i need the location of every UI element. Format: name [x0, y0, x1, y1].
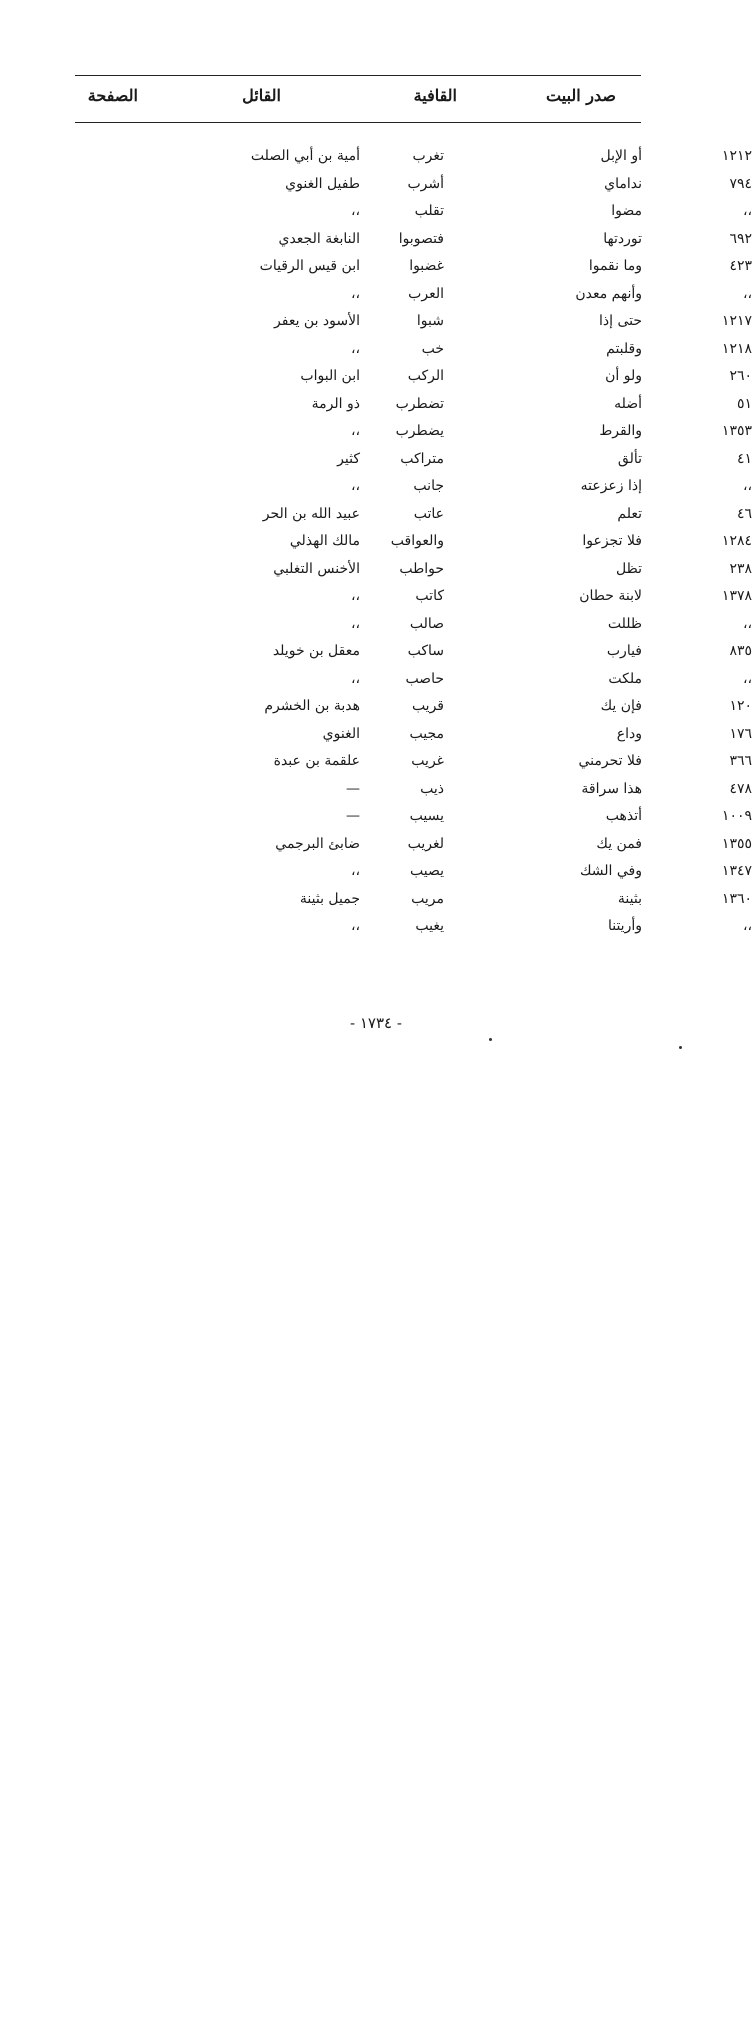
page-cell: ٣٦٦: [729, 753, 752, 769]
verse-cell: وأنهم معدن: [575, 285, 642, 302]
rhyme-cell: صالب: [409, 615, 444, 632]
page-cell: ١٢١٢: [721, 148, 752, 164]
verse-cell: أتذهب: [605, 808, 642, 824]
verse-cell: وما نقموا: [588, 258, 642, 274]
verse-cell: وقلبتم: [606, 340, 642, 357]
table-row: [0, 366, 752, 394]
page-cell: ،،: [742, 670, 752, 687]
page-cell: ،،: [742, 478, 752, 494]
verse-cell: وفي الشك: [579, 863, 642, 879]
table-row: [0, 806, 752, 834]
table-row: [0, 229, 752, 257]
rhyme-cell: مجيب: [409, 725, 444, 742]
rhyme-cell: ساكب: [407, 643, 444, 659]
rhyme-cell: غريب: [411, 753, 444, 769]
verse-cell: ظللت: [607, 615, 642, 632]
table-row: [0, 256, 752, 284]
poet-cell: عبيد الله بن الحر: [262, 505, 360, 522]
table-row: [0, 916, 752, 944]
header-page: الصفحة: [87, 86, 138, 105]
verse-cell: مضوا: [611, 203, 642, 219]
top-rule: [75, 75, 641, 76]
scan-speck: [679, 1046, 682, 1049]
header-rhyme: القافية: [413, 86, 457, 105]
table-row: [0, 889, 752, 917]
poet-cell: ضابئ البرجمي: [275, 835, 360, 852]
table-row: [0, 531, 752, 559]
verse-cell: حتى إذا: [598, 313, 642, 329]
poet-cell: ،،: [350, 588, 360, 604]
poet-cell: —: [346, 780, 360, 797]
page-cell: ،،: [742, 615, 752, 632]
verse-cell: نداماي: [604, 175, 642, 192]
verse-cell: ولو أن: [605, 368, 642, 384]
verse-cell: فيارب: [606, 643, 642, 659]
poet-cell: طفيل الغنوي: [285, 175, 360, 192]
page-cell: ٢٣٨: [729, 560, 752, 577]
table-row: [0, 146, 752, 174]
poet-cell: جميل بثينة: [299, 890, 360, 907]
page-cell: ١٣٦٠: [721, 890, 752, 907]
poet-cell: علقمة بن عبدة: [273, 753, 360, 769]
page-cell: ١٣٤٧: [721, 863, 752, 879]
page-cell: ١٢٠: [729, 698, 752, 714]
table-row: [0, 174, 752, 202]
poet-cell: معقل بن خويلد: [272, 643, 360, 659]
rhyme-cell: أشرب: [407, 175, 444, 192]
index-table-body: [0, 146, 752, 944]
verse-cell: تعلم: [617, 505, 642, 522]
rhyme-cell: متراكب: [400, 450, 444, 467]
poet-cell: ،،: [350, 615, 360, 632]
verse-cell: وداع: [616, 725, 642, 742]
poet-cell: مالك الهذلي: [289, 533, 360, 549]
page-cell: ٤٧٨: [729, 780, 752, 797]
table-row: [0, 339, 752, 367]
verse-cell: وأريتنا: [607, 918, 642, 934]
rhyme-cell: ذيب: [420, 780, 444, 797]
poet-cell: الأسود بن يعفر: [274, 313, 360, 329]
verse-cell: ملكت: [608, 670, 642, 687]
rhyme-cell: حواطب: [399, 560, 444, 577]
rhyme-cell: والعواقب: [390, 533, 444, 549]
table-row: [0, 834, 752, 862]
page-cell: ٦٩٢: [729, 230, 752, 247]
poet-cell: ،،: [350, 670, 360, 687]
rhyme-cell: مريب: [411, 890, 444, 907]
verse-cell: فإن يك: [600, 698, 642, 714]
rhyme-cell: الركب: [407, 368, 444, 384]
page-cell: ٤٦: [736, 505, 752, 522]
table-row: [0, 394, 752, 422]
rhyme-cell: يغيب: [415, 918, 444, 934]
rhyme-cell: غضبوا: [409, 258, 444, 274]
table-row: [0, 311, 752, 339]
table-row: [0, 476, 752, 504]
table-row: [0, 614, 752, 642]
page-cell: ٤١: [736, 450, 752, 467]
poet-cell: الأخنس التغلبي: [273, 560, 360, 577]
verse-cell: إذا زعزعته: [580, 478, 642, 494]
poet-cell: ،،: [350, 478, 360, 494]
rhyme-cell: لغريب: [407, 835, 444, 852]
page-cell: ١٣٥٣: [721, 423, 752, 439]
verse-cell: هذا سراقة: [581, 780, 642, 797]
page-cell: ١٢٨٤: [721, 533, 752, 549]
poet-cell: ،،: [350, 918, 360, 934]
table-row: [0, 586, 752, 614]
rhyme-cell: حاصب: [405, 670, 444, 687]
poet-cell: هدبة بن الخشرم: [264, 698, 360, 714]
table-row: [0, 421, 752, 449]
page-cell: ١٧٦: [729, 725, 752, 742]
poet-cell: ،،: [350, 285, 360, 302]
header-poet: القائل: [242, 86, 281, 105]
rhyme-cell: يسيب: [409, 808, 444, 824]
rhyme-cell: يصيب: [409, 863, 444, 879]
header-verse-start: صدر البيت: [546, 86, 616, 105]
rhyme-cell: عاتب: [413, 505, 444, 522]
rhyme-cell: خب: [421, 340, 444, 357]
rhyme-cell: فتصوبوا: [398, 230, 444, 247]
page-cell: ١٣٥٥: [721, 835, 752, 852]
table-row: [0, 641, 752, 669]
verse-cell: توردتها: [603, 230, 642, 247]
rhyme-cell: تقلب: [414, 203, 444, 219]
table-row: [0, 504, 752, 532]
page-cell: ٨٣٥: [729, 643, 752, 659]
rhyme-cell: تضطرب: [395, 395, 444, 412]
verse-cell: لابنة حطان: [579, 588, 642, 604]
page-cell: ١٢١٨: [721, 340, 752, 357]
page-cell: ٤٢٣: [729, 258, 752, 274]
table-row: [0, 669, 752, 697]
poet-cell: الغنوي: [322, 725, 360, 742]
poet-cell: ،،: [350, 203, 360, 219]
scan-speck: [489, 1038, 492, 1041]
poet-cell: ذو الرمة: [311, 395, 360, 412]
table-row: [0, 559, 752, 587]
rhyme-cell: تغرب: [412, 148, 444, 164]
page-cell: ٢٦٠: [729, 368, 752, 384]
header-rule: [75, 122, 641, 123]
page-cell: ١٣٧٨: [721, 588, 752, 604]
verse-cell: أو الإبل: [600, 148, 642, 164]
page-cell: ٧٩٤: [729, 175, 752, 192]
page-cell: ،،: [742, 203, 752, 219]
rhyme-cell: جانب: [413, 478, 444, 494]
poet-cell: النابغة الجعدي: [278, 230, 360, 247]
table-row: [0, 779, 752, 807]
table-row: [0, 696, 752, 724]
poet-cell: ابن البواب: [300, 368, 360, 384]
poet-cell: كثير: [337, 450, 360, 467]
rhyme-cell: قريب: [411, 698, 444, 714]
page-cell: ١٠٠٩: [721, 808, 752, 824]
poet-cell: ،،: [350, 863, 360, 879]
poet-cell: أمية بن أبي الصلت: [250, 148, 360, 164]
page-cell: ،،: [742, 285, 752, 302]
verse-cell: فلا تحرمني: [578, 753, 642, 769]
page-cell: ٥١: [736, 395, 752, 412]
poet-cell: ،،: [350, 423, 360, 439]
page-cell: ١٢١٧: [721, 313, 752, 329]
table-row: [0, 284, 752, 312]
table-row: [0, 201, 752, 229]
poet-cell: ،،: [350, 340, 360, 357]
rhyme-cell: العرب: [408, 285, 444, 302]
verse-cell: تظل: [616, 560, 642, 577]
verse-cell: بثينة: [617, 890, 642, 907]
verse-cell: تألق: [617, 450, 642, 467]
poet-cell: —: [346, 808, 360, 824]
verse-cell: أضله: [614, 395, 642, 412]
page-number: - ١٧٣٤ -: [350, 1014, 402, 1032]
verse-cell: والقرط: [599, 423, 642, 439]
table-row: [0, 724, 752, 752]
table-row: [0, 751, 752, 779]
rhyme-cell: شبوا: [416, 313, 444, 329]
page-cell: ،،: [742, 918, 752, 934]
table-row: [0, 861, 752, 889]
table-row: [0, 449, 752, 477]
verse-cell: فلا تجزعوا: [582, 533, 642, 549]
rhyme-cell: يضطرب: [395, 423, 444, 439]
rhyme-cell: كاتب: [415, 588, 444, 604]
poet-cell: ابن قيس الرقيات: [259, 258, 360, 274]
verse-cell: فمن يك: [596, 835, 642, 852]
